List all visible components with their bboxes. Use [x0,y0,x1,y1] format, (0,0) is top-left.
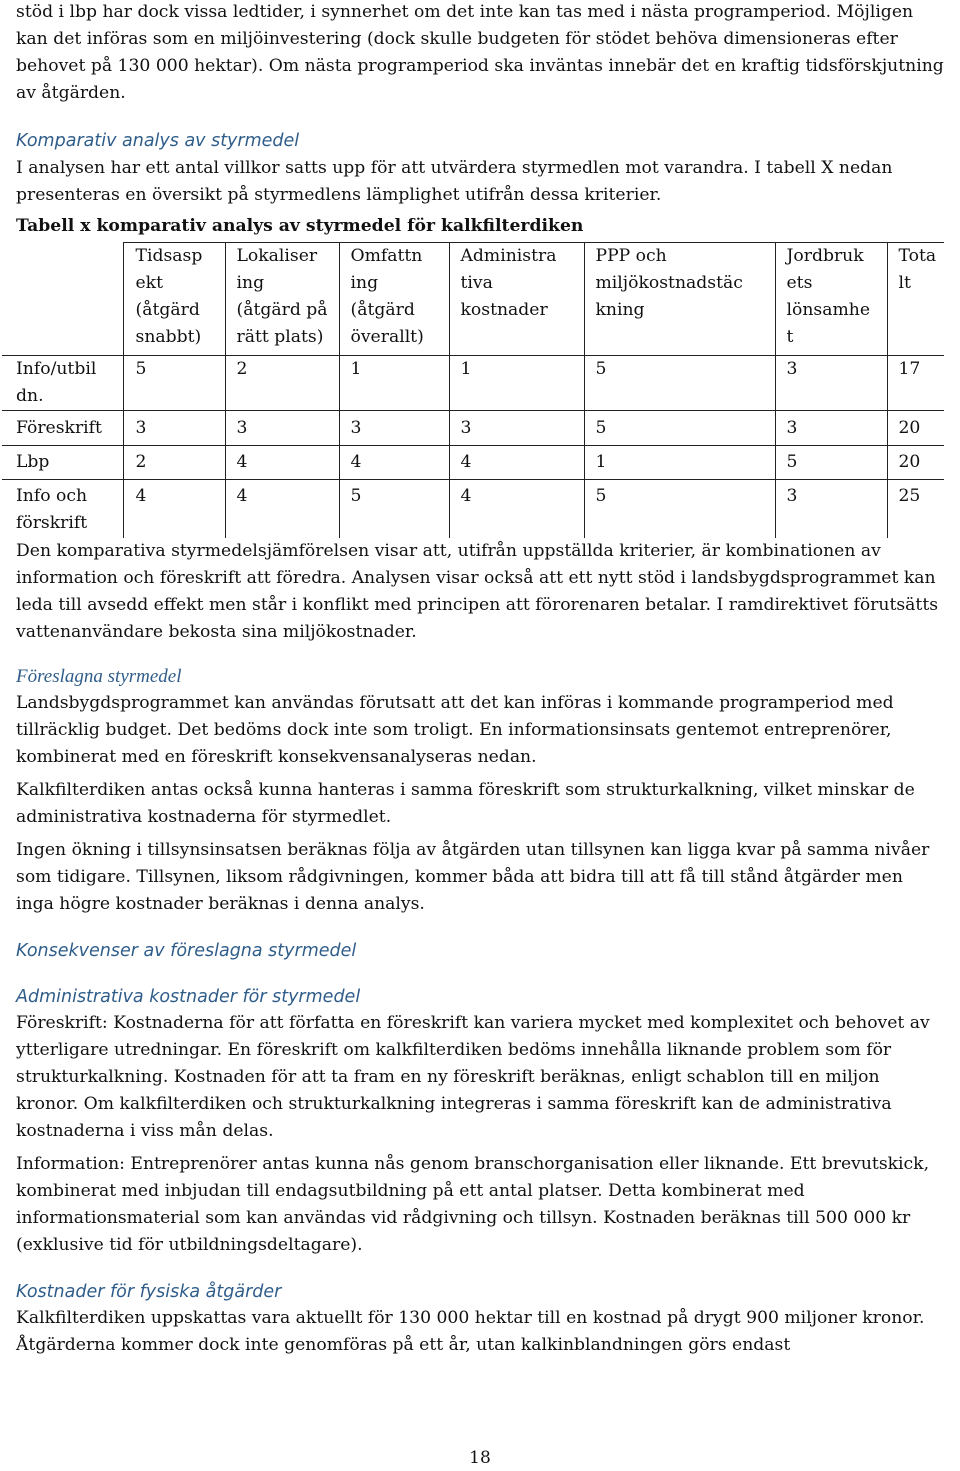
table-cell: 5 [595,418,607,438]
heading-foreslagna-styrmedel: Föreslagna styrmedel [16,666,182,687]
table-cell: 1 [460,359,472,379]
table-header-row [2,243,944,356]
proposed-paragraph-3: Ingen ökning i tillsynsinsatsen beräknas följa av åtgärden utan tillsynen kan ligga kvar på samma nivåer som tidigare. Tillsynen, liksom rådgivningen, kommer båda att bidra till att få till stånd åtgärder men inga högre kostnader beräknas i denna analys. [16,840,930,914]
header-ppp: PPP och miljökostnadstäc kning [595,246,743,320]
table-cell: 25 [898,486,921,506]
table-cell: 5 [786,452,798,472]
table-cell: 5 [350,486,362,506]
header-totalt: Tota lt [898,246,937,293]
header-lokalisering: Lokaliser ing (åtgärd på rätt plats) [236,246,328,347]
proposed-paragraph-1: Landsbygdsprogrammet kan användas förutsatt att det kan införas i kommande programperiod med tillräcklig budget. Det bedöms dock inte som troligt. En informationsinsats gentemot entreprenörer, kombinerat med en föreskrift konsekvensanalyseras nedan. [16,693,894,767]
admin-costs-paragraph-2: Information: Entreprenörer antas kunna nås genom branschorganisation eller liknande. Ett brevutskick, kombinerat med inbjudan till endagsutbildning på ett antal platser. Detta kombinerat med informationsmaterial som kan användas vid rådgivning och tillsyn. Kostnaden beräknas till 500 000 kr (exklusive tid för utbildningsdeltagare). [16,1154,930,1255]
table-cell: 3 [786,418,798,438]
after-table-paragraph: Den komparativa styrmedelsjämförelsen visar att, utifrån uppställda kriterier, är kombinationen av information och föreskrift att föredra. Analysen visar också att ett nytt stöd i landsbygdsprogrammet kan leda till avsedd effekt men står i konflikt med principen att förorenaren betalar. I ramdirektivet förutsätts vattenanvändare bekosta sina miljökostnader. [16,541,939,642]
header-administrativa-kostnader: Administra tiva kostnader [460,246,557,320]
table-cell: 4 [460,486,472,506]
table-cell: 5 [595,359,607,379]
table-cell: 4 [236,452,248,472]
table-cell: 4 [460,452,472,472]
table-cell: 5 [595,486,607,506]
table-cell: 17 [898,359,921,379]
table-cell: 2 [236,359,248,379]
table-row [2,356,944,411]
row-label: Info/utbil dn. [16,359,97,406]
header-omfattning: Omfattn ing (åtgärd överallt) [350,246,424,347]
table-title: Tabell x komparativ analys av styrmedel för kalkfilterdiken [16,216,584,236]
header-jordbrukets-lonsamhet: Jordbruk ets lönsamhe t [786,246,871,347]
table-corner-cell [2,243,123,356]
table-cell: 3 [135,418,147,438]
heading-fysiska-atgarder: Kostnader för fysiska åtgärder [16,1282,282,1302]
table-cell: 5 [135,359,147,379]
table-cell: 2 [135,452,147,472]
proposed-paragraph-2: Kalkfilterdiken antas också kunna hanteras i samma föreskrift som strukturkalkning, vilket minskar de administrativa kostnaderna för styrmedlet. [16,780,915,827]
table-row [2,446,944,480]
table-cell: 4 [236,486,248,506]
table-cell: 3 [786,486,798,506]
table-cell: 1 [350,359,362,379]
table-cell: 4 [350,452,362,472]
table-cell: 20 [898,418,921,438]
row-label: Info och förskrift [16,486,88,533]
comparison-table [2,242,944,538]
table-cell: 3 [460,418,472,438]
page-number: 18 [469,1448,491,1468]
table-cell: 3 [236,418,248,438]
table-cell: 4 [135,486,147,506]
table-cell: 1 [595,452,607,472]
comparative-paragraph: I analysen har ett antal villkor satts upp för att utvärdera styrmedlen mot varandra. I tabell X nedan presenteras en översikt på styrmedlens lämplighet utifrån dessa kriterier. [16,158,893,205]
admin-costs-paragraph-1: Föreskrift: Kostnaderna för att författa en föreskrift kan variera mycket med komplexitet och behovet av ytterligare utredningar. En föreskrift om kalkfilterdiken bedöms innehålla liknande problem som för strukturkalkning. Kostnaden för att ta fram en ny föreskrift beräknas, enligt schablon till en miljon kronor. Om kalkfilterdiken och strukturkalkning integreras i samma föreskrift kan de administrativa kostnaderna i viss mån delas. [16,1013,930,1141]
heading-konsekvenser: Konsekvenser av föreslagna styrmedel [16,941,357,961]
row-label: Lbp [16,452,50,472]
table-cell: 3 [786,359,798,379]
table-cell: 20 [898,452,921,472]
table-row [2,480,944,539]
row-label: Föreskrift [16,418,102,438]
physical-costs-paragraph: Kalkfilterdiken uppskattas vara aktuellt för 130 000 hektar till en kostnad på drygt 900 miljoner kronor. Åtgärderna kommer dock inte genomföras på ett år, utan kalkinblandningen görs endast [16,1308,925,1355]
table-row [2,411,944,446]
header-tidsaspekt: Tidsasp ekt (åtgärd snabbt) [135,246,203,347]
heading-komparativ-analys: Komparativ analys av styrmedel [16,131,300,151]
document-page [16,0,946,1359]
table-cell: 3 [350,418,362,438]
intro-paragraph: stöd i lbp har dock vissa ledtider, i synnerhet om det inte kan tas med i nästa programperiod. Möjligen kan det införas som en miljöinvestering (dock skulle budgeten för stödet behöva dimensioneras efter behovet på 130 000 hektar). Om nästa programperiod ska inväntas innebär det en kraftig tidsförskjutning av åtgärden. [16,2,944,103]
heading-administrativa-kostnader: Administrativa kostnader för styrmedel [16,987,361,1007]
